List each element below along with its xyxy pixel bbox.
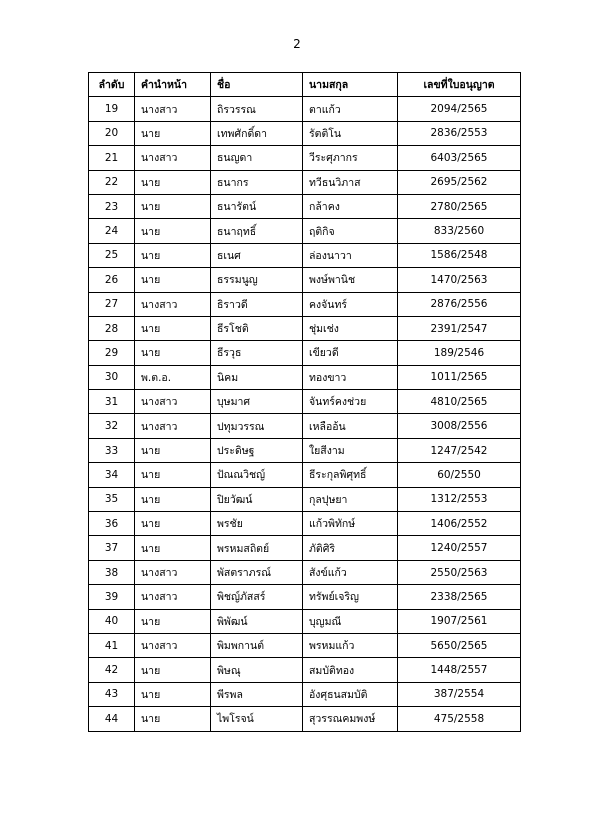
row-first-name: ธนารัตน์ — [211, 194, 303, 218]
row-last-name: กล้าคง — [303, 194, 398, 218]
row-first-name: พรหมสถิตย์ — [211, 536, 303, 560]
row-index: 22 — [89, 170, 135, 194]
row-license-number: 2338/2565 — [398, 585, 521, 609]
row-index: 35 — [89, 487, 135, 511]
header-index: ลำดับ — [89, 73, 135, 97]
row-license-number: 1247/2542 — [398, 438, 521, 462]
row-last-name: บุญมณี — [303, 609, 398, 633]
row-last-name: อังศุธนสมบัติ — [303, 682, 398, 706]
row-title: นาย — [135, 487, 211, 511]
row-last-name: สุวรรณคมพงษ์ — [303, 707, 398, 731]
row-last-name: สมบัติทอง — [303, 658, 398, 682]
row-first-name: พิพัฒน์ — [211, 609, 303, 633]
row-first-name: ถิรวรรณ — [211, 97, 303, 121]
table-row — [89, 707, 521, 731]
table-row — [89, 268, 521, 292]
row-first-name: ธรรมนูญ — [211, 268, 303, 292]
table-row — [89, 414, 521, 438]
table-row — [89, 365, 521, 389]
row-index: 29 — [89, 341, 135, 365]
row-first-name: ธิราวดี — [211, 292, 303, 316]
row-last-name: ตาแก้ว — [303, 97, 398, 121]
row-first-name: พีรพล — [211, 682, 303, 706]
row-first-name: ธนญดา — [211, 146, 303, 170]
row-title: นาย — [135, 121, 211, 145]
row-license-number: 60/2550 — [398, 463, 521, 487]
row-index: 30 — [89, 365, 135, 389]
row-first-name: พิษณุ — [211, 658, 303, 682]
row-last-name: ชุ่มเช่ง — [303, 316, 398, 340]
row-last-name: พงษ์พานิช — [303, 268, 398, 292]
row-title: นางสาว — [135, 146, 211, 170]
row-title: นาย — [135, 536, 211, 560]
row-title: นาย — [135, 243, 211, 267]
row-index: 44 — [89, 707, 135, 731]
row-license-number: 1406/2552 — [398, 512, 521, 536]
row-index: 39 — [89, 585, 135, 609]
row-license-number: 2550/2563 — [398, 560, 521, 584]
table-row — [89, 609, 521, 633]
row-first-name: พัสตราภรณ์ — [211, 560, 303, 584]
table-row — [89, 292, 521, 316]
row-license-number: 1448/2557 — [398, 658, 521, 682]
row-license-number: 1240/2557 — [398, 536, 521, 560]
row-title: นาย — [135, 194, 211, 218]
table-row — [89, 121, 521, 145]
row-index: 34 — [89, 463, 135, 487]
table-row — [89, 585, 521, 609]
table-row — [89, 487, 521, 511]
row-last-name: ทรัพย์เจริญ — [303, 585, 398, 609]
row-license-number: 2391/2547 — [398, 316, 521, 340]
row-index: 23 — [89, 194, 135, 218]
row-license-number: 5650/2565 — [398, 633, 521, 657]
row-license-number: 1312/2553 — [398, 487, 521, 511]
row-license-number: 6403/2565 — [398, 146, 521, 170]
row-index: 20 — [89, 121, 135, 145]
table-row — [89, 97, 521, 121]
row-index: 40 — [89, 609, 135, 633]
row-first-name: ปิยวัฒน์ — [211, 487, 303, 511]
row-index: 21 — [89, 146, 135, 170]
row-last-name: สังข์แก้ว — [303, 560, 398, 584]
row-title: นาย — [135, 682, 211, 706]
row-first-name: ปัณณวิชญ์ — [211, 463, 303, 487]
row-index: 27 — [89, 292, 135, 316]
row-first-name: ธีรวุธ — [211, 341, 303, 365]
header-license-number: เลขที่ใบอนุญาต — [398, 73, 521, 97]
row-last-name: กุลปุษยา — [303, 487, 398, 511]
table-row — [89, 658, 521, 682]
row-license-number: 3008/2556 — [398, 414, 521, 438]
row-license-number: 1011/2565 — [398, 365, 521, 389]
header-first-name: ชื่อ — [211, 73, 303, 97]
table-row — [89, 463, 521, 487]
table-row — [89, 512, 521, 536]
row-title: นางสาว — [135, 560, 211, 584]
row-first-name: ไพโรจน์ — [211, 707, 303, 731]
table-row — [89, 194, 521, 218]
row-index: 38 — [89, 560, 135, 584]
row-last-name: ทวีธนวิภาส — [303, 170, 398, 194]
row-first-name: พิมพกานต์ — [211, 633, 303, 657]
row-title: นางสาว — [135, 585, 211, 609]
row-index: 43 — [89, 682, 135, 706]
row-title: นาย — [135, 658, 211, 682]
row-last-name: รัตติโน — [303, 121, 398, 145]
row-index: 36 — [89, 512, 135, 536]
row-title: นางสาว — [135, 414, 211, 438]
row-last-name: ฤติกิจ — [303, 219, 398, 243]
row-first-name: ธนาฤทธิ์ — [211, 219, 303, 243]
row-index: 25 — [89, 243, 135, 267]
row-title: นางสาว — [135, 633, 211, 657]
row-first-name: ธีรโชติ — [211, 316, 303, 340]
row-index: 32 — [89, 414, 135, 438]
table-row — [89, 170, 521, 194]
row-first-name: นิคม — [211, 365, 303, 389]
row-index: 24 — [89, 219, 135, 243]
row-last-name: เขียวดี — [303, 341, 398, 365]
table-row — [89, 341, 521, 365]
row-last-name: ธีระกุลพิศุทธิ์ — [303, 463, 398, 487]
header-last-name: นามสกุล — [303, 73, 398, 97]
row-last-name: จันทร์คงช่วย — [303, 390, 398, 414]
row-license-number: 2836/2553 — [398, 121, 521, 145]
row-index: 28 — [89, 316, 135, 340]
row-last-name: วีระศุภากร — [303, 146, 398, 170]
row-last-name: ทองขาว — [303, 365, 398, 389]
row-title: นาย — [135, 268, 211, 292]
row-title: นางสาว — [135, 390, 211, 414]
row-license-number: 2780/2565 — [398, 194, 521, 218]
row-index: 41 — [89, 633, 135, 657]
row-title: นาย — [135, 463, 211, 487]
row-license-number: 4810/2565 — [398, 390, 521, 414]
row-license-number: 475/2558 — [398, 707, 521, 731]
row-first-name: พิชญ์ภัสสร์ — [211, 585, 303, 609]
row-index: 33 — [89, 438, 135, 462]
row-title: นาย — [135, 341, 211, 365]
table-row — [89, 390, 521, 414]
row-first-name: เทพศักดิ์ดา — [211, 121, 303, 145]
row-license-number: 1470/2563 — [398, 268, 521, 292]
row-first-name: ปทุมวรรณ — [211, 414, 303, 438]
row-license-number: 2094/2565 — [398, 97, 521, 121]
license-table — [88, 72, 521, 732]
row-index: 26 — [89, 268, 135, 292]
row-index: 42 — [89, 658, 135, 682]
page-number: 2 — [293, 37, 301, 51]
row-license-number: 2695/2562 — [398, 170, 521, 194]
row-last-name: คงจันทร์ — [303, 292, 398, 316]
row-title: นาย — [135, 707, 211, 731]
row-license-number: 1907/2561 — [398, 609, 521, 633]
row-index: 37 — [89, 536, 135, 560]
row-last-name: เหลืออ้น — [303, 414, 398, 438]
row-last-name: พรหมแก้ว — [303, 633, 398, 657]
row-index: 31 — [89, 390, 135, 414]
row-title: นาย — [135, 609, 211, 633]
row-title: นาย — [135, 438, 211, 462]
row-last-name: ภัติศิริ — [303, 536, 398, 560]
table-row — [89, 560, 521, 584]
row-title: นาย — [135, 170, 211, 194]
table-row — [89, 316, 521, 340]
row-title: พ.ต.อ. — [135, 365, 211, 389]
row-title: นางสาว — [135, 97, 211, 121]
row-first-name: บุษมาศ — [211, 390, 303, 414]
row-first-name: ธเนศ — [211, 243, 303, 267]
row-license-number: 189/2546 — [398, 341, 521, 365]
row-license-number: 1586/2548 — [398, 243, 521, 267]
row-title: นาย — [135, 219, 211, 243]
row-last-name: ใยสีงาม — [303, 438, 398, 462]
row-title: นาย — [135, 512, 211, 536]
table-row — [89, 633, 521, 657]
table-header-row — [89, 73, 521, 97]
row-first-name: ประดิษฐ — [211, 438, 303, 462]
table-row — [89, 438, 521, 462]
row-title: นาย — [135, 316, 211, 340]
header-title: คำนำหน้า — [135, 73, 211, 97]
row-license-number: 833/2560 — [398, 219, 521, 243]
table-row — [89, 146, 521, 170]
row-first-name: พรชัย — [211, 512, 303, 536]
table-row — [89, 243, 521, 267]
table-row — [89, 536, 521, 560]
row-license-number: 2876/2556 — [398, 292, 521, 316]
table-row — [89, 219, 521, 243]
row-license-number: 387/2554 — [398, 682, 521, 706]
row-first-name: ธนากร — [211, 170, 303, 194]
row-last-name: ล่องนาวา — [303, 243, 398, 267]
row-last-name: แก้วพิทักษ์ — [303, 512, 398, 536]
row-title: นางสาว — [135, 292, 211, 316]
row-index: 19 — [89, 97, 135, 121]
table-row — [89, 682, 521, 706]
